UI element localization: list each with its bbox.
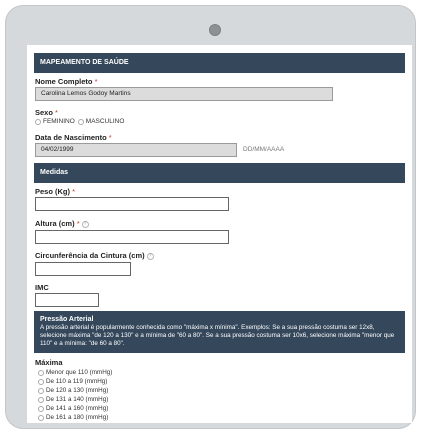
radio-button[interactable] — [38, 370, 44, 376]
nome-label: Nome Completo * — [35, 77, 98, 86]
maxima-option[interactable]: De 110 a 119 (mmHg) — [38, 378, 107, 385]
maxima-option[interactable]: De 141 a 160 (mmHg) — [38, 405, 108, 412]
peso-label: Peso (Kg) * — [35, 187, 76, 196]
altura-input[interactable] — [35, 230, 229, 244]
radio-button[interactable] — [38, 397, 44, 403]
help-icon[interactable]: ? — [82, 221, 89, 228]
pressao-title: Pressão Arterial — [40, 316, 94, 323]
camera-dot — [209, 24, 221, 36]
radio-feminino[interactable] — [35, 119, 41, 125]
radio-button[interactable] — [38, 415, 44, 421]
pressao-arterial-info — [34, 311, 405, 353]
radio-button[interactable] — [38, 388, 44, 394]
cintura-input[interactable] — [35, 262, 131, 276]
radio-button[interactable] — [38, 379, 44, 385]
imc-input[interactable] — [35, 293, 99, 307]
peso-input[interactable] — [35, 197, 229, 211]
altura-label: Altura (cm) * ? — [35, 219, 89, 228]
nome-input[interactable]: Carolina Lemos Godoy Martins — [35, 87, 333, 101]
maxima-option[interactable]: De 131 a 140 (mmHg) — [38, 396, 108, 403]
section-header-mapeamento: MAPEAMENTO DE SAÚDE — [34, 53, 405, 73]
maxima-option[interactable]: De 120 a 130 (mmHg) — [38, 387, 108, 394]
maxima-label: Máxima — [35, 358, 63, 367]
sexo-radio-group: FEMININO MASCULINO — [35, 118, 127, 125]
date-format-hint: DD/MM/AAAA — [243, 146, 285, 153]
maxima-option[interactable]: De 161 a 180 (mmHg) — [38, 414, 108, 421]
section-header-medidas: Medidas — [34, 163, 405, 183]
cintura-label: Circunferência da Cintura (cm) ? — [35, 251, 154, 260]
nascimento-label: Data de Nascimento * — [35, 133, 112, 142]
maxima-option[interactable]: Menor que 110 (mmHg) — [38, 369, 112, 376]
help-icon[interactable]: ? — [147, 253, 154, 260]
radio-button[interactable] — [38, 406, 44, 412]
radio-masculino[interactable] — [78, 119, 84, 125]
pressao-description: A pressão arterial é popularmente conhecida como "máxima x mínima". Exemplos: Se a sua pressão costuma ser 12x8, selecione máxima "de 120 a 130" e a mínima de "60 a 80". Se a sua pressão costuma ser 10x6, selecione máxima "menor que 110" e a mínima: "de 60 a 80". — [40, 324, 395, 347]
tablet-frame — [5, 5, 416, 429]
imc-label: IMC — [35, 283, 49, 292]
form-screen — [27, 45, 412, 423]
sexo-label: Sexo * — [35, 108, 58, 117]
nascimento-input[interactable]: 04/02/1999 — [35, 143, 237, 157]
